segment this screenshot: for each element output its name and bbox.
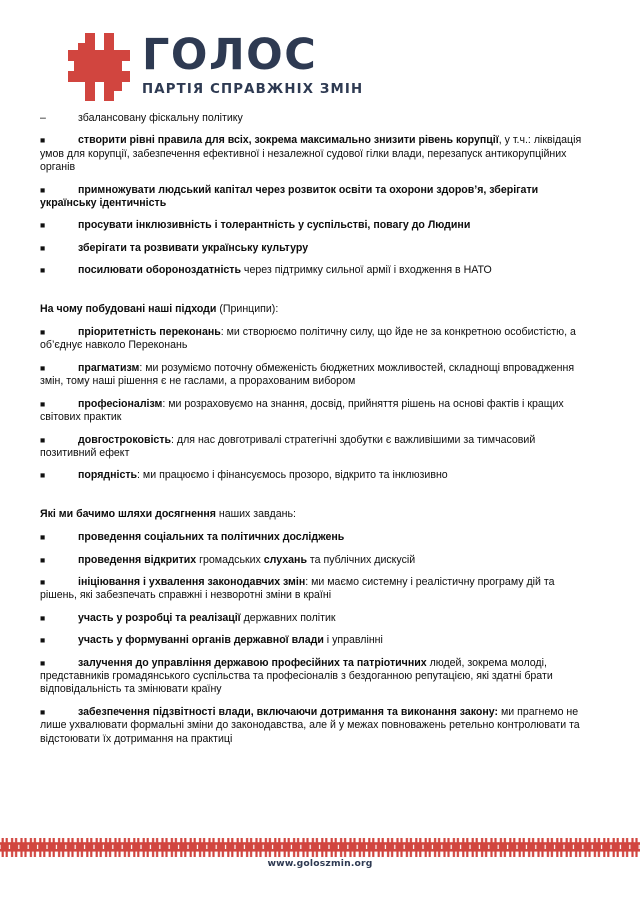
list-item (40, 398, 588, 425)
list-item-lead: залучення до управління державою професійних та патріотичних (78, 656, 427, 669)
list-item (40, 612, 588, 625)
list-item (40, 531, 588, 544)
square-bullet-icon: ■ (40, 576, 46, 587)
list-item-lead-secondary: слухань (263, 553, 307, 566)
square-bullet-icon: ■ (40, 398, 46, 409)
list-item-lead: забезпечення підзвітності влади, включаючи дотримання та виконання закону: (78, 705, 499, 718)
list-item (40, 576, 588, 603)
brand-logo (68, 30, 364, 101)
list-item (40, 326, 588, 353)
list-item-mid: громадських (196, 553, 264, 566)
list-item-lead: посилювати обороноздатність (78, 264, 241, 277)
list-item-text: державних політик (240, 611, 336, 624)
square-bullet-icon: ■ (40, 434, 46, 445)
square-bullet-icon: ■ (40, 184, 46, 195)
list-item-lead: ініціювання і ухвалення законодавчих змін (78, 575, 306, 588)
list-item-lead: порядність (78, 469, 138, 482)
list-item (40, 112, 588, 125)
list-item (40, 706, 588, 746)
square-bullet-icon: ■ (40, 135, 46, 146)
list-item-text: : ми розраховуємо на знання, досвід, прийняття рішень на основі фактів і кращих світових практик (40, 397, 564, 424)
list-item (40, 264, 588, 277)
list-item (40, 469, 588, 482)
list-item-lead: участь у розробці та реалізації (78, 611, 241, 624)
square-bullet-icon: ■ (40, 470, 46, 481)
square-bullet-icon: ■ (40, 242, 46, 253)
list-item-text: та публічних дискусій (306, 553, 416, 566)
list-item-lead: проведення соціальних та політичних досліджень (78, 531, 345, 544)
square-bullet-icon: ■ (40, 265, 46, 276)
list-item-text: : ми працюємо і фінансуємось прозоро, відкрито та інклюзивно (137, 469, 448, 482)
section-heading-lead: Які ми бачимо шляхи досягнення (40, 507, 216, 520)
hash-mark-icon (68, 33, 130, 101)
list-item-lead: участь у формуванні органів державної влади (78, 634, 324, 647)
list-item (40, 434, 588, 461)
list-item-lead: професіоналізм (78, 397, 163, 410)
dash-bullet-icon: – (40, 112, 46, 124)
list-item-lead: зберігати та розвивати українську культуру (78, 241, 309, 254)
section-heading-rest: (Принципи): (216, 302, 279, 315)
square-bullet-icon: ■ (40, 362, 46, 373)
list-item-text: : ми розуміємо поточну обмеженість бюджетних можливостей, складнощі впровадження змін, тому наші рішення є не гаслами, а прорахованим вибором (40, 361, 575, 388)
list-item-text: і управлінні (323, 634, 383, 647)
list-item-text: людей, зокрема молоді, представників громадянського суспільства та професіоналів з бездоганною репутацією, які здатні брати відповідальність та змінювати країну (40, 656, 553, 696)
brand-lockup-text (142, 30, 364, 97)
square-bullet-icon: ■ (40, 657, 46, 668)
list-item-lead: просувати інклюзивність і толерантність у суспільстві, повагу до Людини (78, 219, 471, 232)
list-item (40, 554, 588, 567)
list-item (40, 184, 588, 211)
list-item-lead: довгостроковість (78, 433, 172, 446)
list-item-lead: примножувати людський капітал через розвиток освіти та охорони здоров’я, зберігати українську ідентичність (40, 183, 539, 210)
square-bullet-icon: ■ (40, 327, 46, 338)
list-item (40, 219, 588, 232)
square-bullet-icon: ■ (40, 635, 46, 646)
square-bullet-icon: ■ (40, 554, 46, 565)
section-spacer (40, 492, 588, 508)
section-spacer (40, 287, 588, 303)
list-item-text: через підтримку сильної армії і входження в НАТО (240, 264, 492, 277)
footer-website-url[interactable]: www.goloszmin.org (267, 858, 373, 869)
list-item-text: : для нас довготривалі стратегічні здобутки є важливішими за тимчасовий позитивний ефект (40, 433, 536, 459)
square-bullet-icon: ■ (40, 612, 46, 623)
list-item-lead: прагматизм (78, 361, 140, 374)
list-item (40, 634, 588, 647)
brand-tagline: ПАРТІЯ СПРАВЖНІХ ЗМІН (142, 82, 364, 97)
list-item-text: збалансовану фіскальну політику (78, 112, 243, 124)
document-body (40, 112, 588, 755)
list-item (40, 362, 588, 389)
list-item-lead: створити рівні правила для всіх, зокрема максимально знизити рівень корупції (78, 134, 499, 147)
list-item-lead: проведення відкритих (78, 553, 197, 566)
list-item-text: ми прагнемо не лише ухвалювати формальні зміни до законодавства, але й у межах повноважень ретельно контролювати та відстоювати їх дотримання на практиці (40, 705, 580, 745)
list-item-text: : ми створюємо політичну силу, що йде не за конкретною особистістю, а об’єднує навколо Переконань (40, 326, 576, 352)
list-item-text: : ми маємо системну і реалістичну програму дій та рішень, які забезпечать справжні і незворотні зміни в країні (40, 575, 555, 602)
section-heading-methods (40, 508, 588, 521)
list-item (40, 134, 588, 174)
list-item-lead: пріоритетність переконань (78, 326, 221, 339)
section-heading-rest: наших завдань: (215, 507, 296, 520)
list-item-text: , у т.ч.: ліквідація умов для корупції, забезпечення ефективної і незалежної судової гілки влади, перезапуск антикорупційних органів (40, 134, 582, 174)
list-item (40, 657, 588, 697)
square-bullet-icon: ■ (40, 220, 46, 231)
section-heading-principles (40, 303, 588, 316)
square-bullet-icon: ■ (40, 532, 46, 543)
list-item (40, 242, 588, 255)
section-heading-lead: На чому побудовані наші підходи (40, 302, 217, 315)
brand-wordmark: ГОЛОС (142, 30, 318, 80)
square-bullet-icon: ■ (40, 706, 46, 717)
hash-pattern-icon (0, 838, 640, 857)
